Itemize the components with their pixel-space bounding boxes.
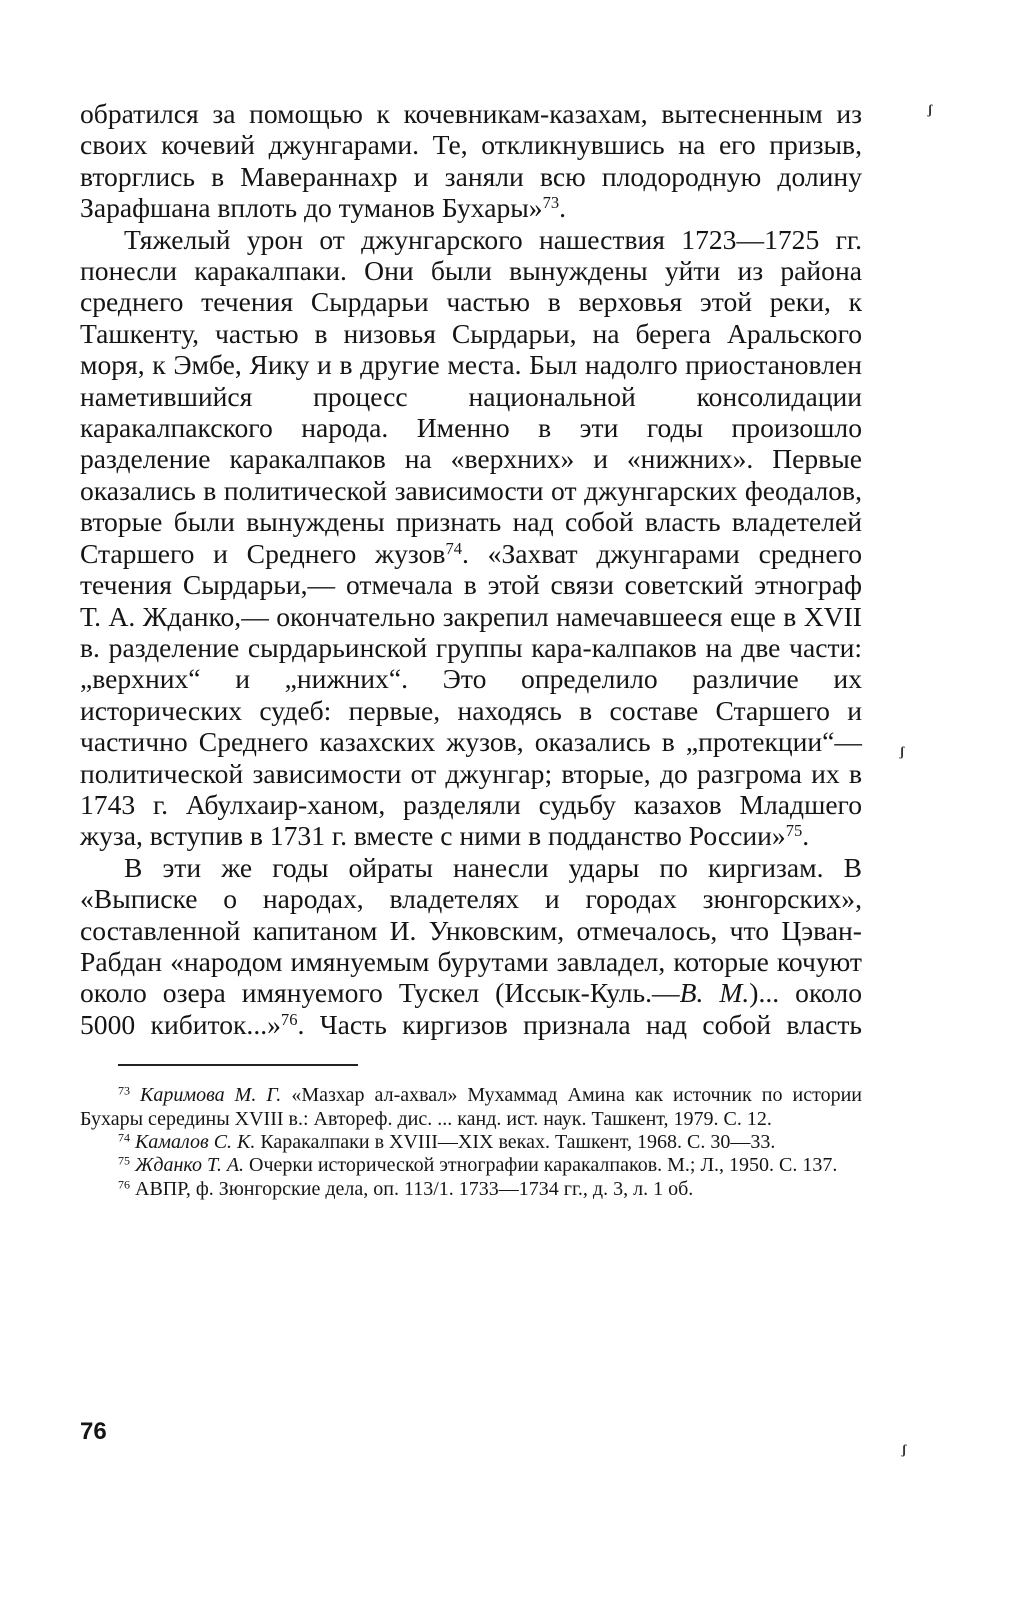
paragraph-3-initials: В. М. (679, 977, 750, 1009)
footnote-73 (80, 1084, 862, 1131)
paragraph-1: обратился за помощью к кочевникам-казахам, вытесненным из своих кочевий джунгарами. Те, откликнувшись на его призыв, вторглись в Мавераннахр и заняли всю плодородную долину Зарафшана вплоть до туманов Бухары»$^{73}$. (80, 98, 862, 224)
quote-zhdanko: «Захват джунгарами среднего течения Сырдарьи,— отмечала в этой связи советский этнограф Т. А. Жданко,— окончательно закрепил намечавшееся еще в XVII в. разделение сырдарьинской группы кара-калпаков на две части: „верхних“ и „нижних“. Это определило различие их исторических судеб: первые, находясь в составе Старшего и частично Среднего казахских жузов, оказались в „протекции“— политической зависимости от джунгар; вторые, до разгрома их в 1743 г. Абулхаир-ханом, разделяли судьбу казахов Младшего жуза, вступив в 1731 г. вместе с ними в подданство России» (80, 537, 862, 852)
paragraph-3 (80, 852, 862, 1040)
footnote-author: Жданко Т. А. (135, 1154, 245, 1177)
paragraph-2-text: Тяжелый урон от джунгарского нашествия 1723—1725 гг. понесли каракалпаки. Они были вынуждены уйти из района среднего течения Сырдарьи частью в верховья этой реки, к Ташкенту, частью в низовья Сырдарьи, на берега Аральского моря, к Эмбе, Яику и в другие места. Был надолго приостановлен наметившийся процесс национальной консолидации каракалпакского народа. Именно в эти годы произошло разделение каракалпаков на «верхних» и «нижних». Первые оказались в политической зависимости от джунгарских феодалов, вторые были вынуждены признать над собой власть владетелей Старшего и Среднего жузов (80, 223, 862, 569)
footnote-ref-74: 74 (445, 538, 462, 558)
footnote-text: «Мазхар ал-ахвал» Мухаммад Амина как источник по истории Бухары середины XVIII в.: Автореф. дис. ... канд. ист. наук. Ташкент, 1979. С. 12. (80, 1084, 862, 1130)
margin-mark: ᶴ (928, 100, 932, 125)
paragraph-3-text-a: В эти же годы ойраты нанесли удары по киргизам. В «Выписке о народах, владетелях и городах зюнгорских», составленной капитаном И. Унковским, отмечалось, что Цэван-Рабдан «народом имянуемым бурутами завладел, которые кочуют около озера имянуемого Тускел (Иссык-Куль.— (80, 851, 862, 1009)
footnote-number: 75 (118, 1153, 130, 1168)
footnote-ref-75: 75 (785, 821, 803, 841)
footnote-number: 76 (118, 1177, 130, 1192)
footnote-author: Каримова М. Г. (140, 1084, 282, 1107)
footnote-text: АВПР, ф. Зюнгорские дела, оп. 113/1. 1733—1734 гг., д. 3, л. 1 об. (135, 1177, 694, 1200)
footnote-text: Очерки исторической этнографии каракалпаков. М.; Л., 1950. С. 137. (249, 1154, 838, 1177)
footnote-ref-76: 76 (280, 1009, 298, 1029)
footnote-divider (118, 1064, 358, 1066)
footnote-76 (80, 1178, 862, 1201)
footnote-74 (80, 1131, 862, 1154)
footnote-text: Каракалпаки в XVIII—XIX веках. Ташкент, 1968. С. 30—33. (260, 1131, 776, 1153)
footnote-author: Камалов С. К. (135, 1131, 256, 1153)
page-body (80, 98, 862, 1201)
footnote-ref-73: 73 (542, 193, 560, 213)
footnotes (80, 1084, 862, 1201)
paragraph-3-text-b: )... около 5000 кибиток...» (80, 977, 862, 1040)
margin-mark: ᶴ (902, 1440, 906, 1465)
footnote-75 (80, 1154, 862, 1177)
main-text (80, 98, 862, 1040)
paragraph-3-text-c: . Часть киргизов признала над собой власть (297, 1008, 862, 1040)
footnote-number: 73 (118, 1083, 130, 1098)
footnote-number: 74 (118, 1130, 130, 1145)
page-number: 76 (80, 1418, 107, 1445)
paragraph-2: Тяжелый урон от джунгарского нашествия 1723—1725 гг. понесли каракалпаки. Они были вынуждены уйти из района среднего течения Сырдарьи частью в верховья этой реки, к Ташкенту, частью в низовья Сырдарьи, на берега Аральского моря, к Эмбе, Яику и в другие места. Был надолго приостановлен наметившийся процесс национальной консолидации каракалпакского народа. Именно в эти годы произошло разделение каракалпаков на «верхних» и «нижних». Первые оказались в политической зависимости от джунгарских феодалов, вторые были вынуждены признать над собой власть владетелей Старшего и Среднего жузов$^{74}$. «Захват джунгарами среднего течения Сырдарьи,— отмечала в этой связи советский этнограф Т. А. Жданко,— окончательно закрепил намечавшееся еще в XVII в. разделение сырдарьинской группы кара-калпаков на две части: „верхних“ и „нижних“. Это определило различие их исторических судеб: первые, находясь в составе Старшего и частично Среднего казахских жузов, оказались в „протекции“— политической зависимости от джунгар; вторые, до разгрома их в 1743 г. Абулхаир-ханом, разделяли судьбу казахов Младшего жуза, вступив в 1731 г. вместе с ними в подданство России»$^{75}$. (80, 223, 862, 852)
margin-mark: ᶴ (900, 742, 904, 767)
paragraph-1-text: обратился за помощью к кочевникам-казахам, вытесненным из своих кочевий джунгарами. Те, откликнувшись на его призыв, вторглись в Мавераннахр и заняли всю плодородную долину Зарафшана вплоть до туманов Бухары» (80, 98, 862, 224)
